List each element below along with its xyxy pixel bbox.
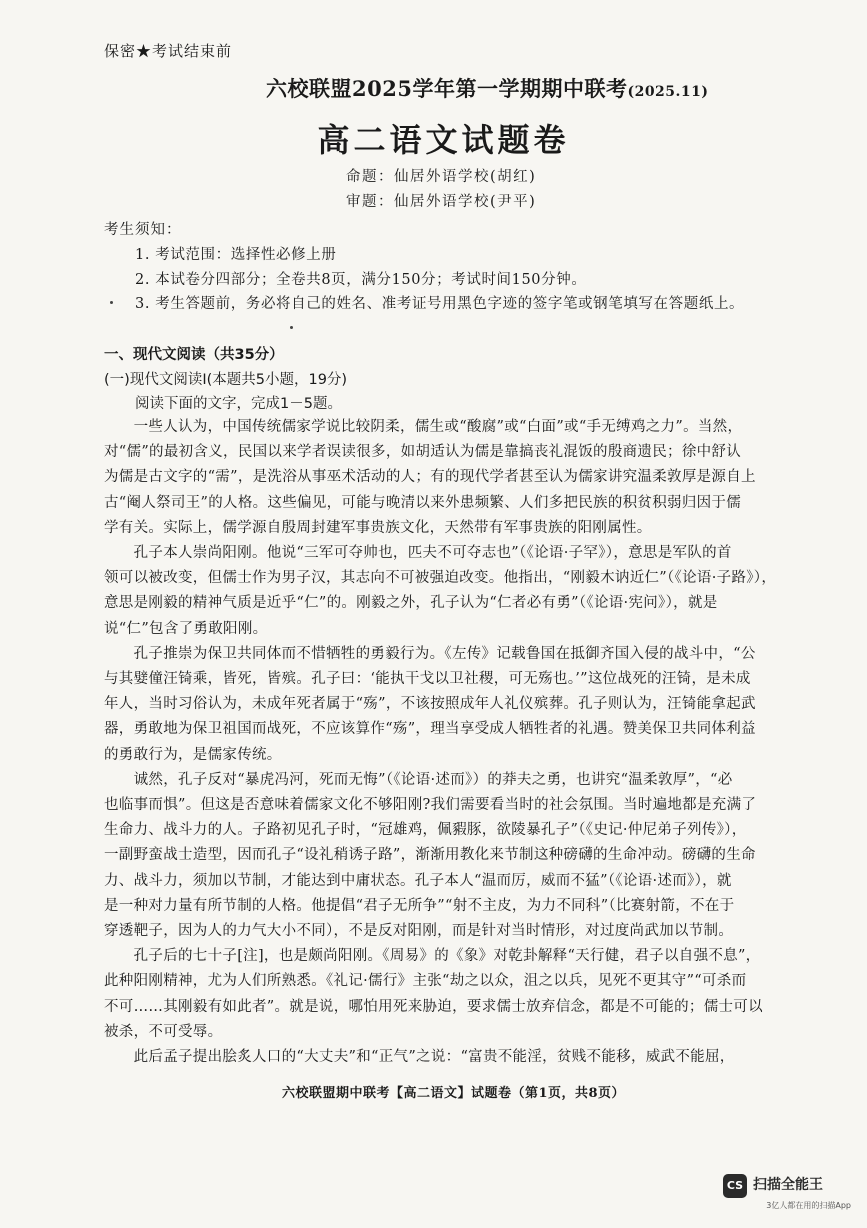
passage-line: 年人，当时习俗认为，未成年死者属于“殇”，不该按照成年人礼仪殡葬。孔子则认为，汪锜能拿起武 [104, 696, 756, 713]
notice-item: 2. 本试卷分四部分；全卷共8页，满分150分；考试时间150分钟。 [135, 272, 587, 288]
notice-heading: 考生须知： [104, 222, 182, 238]
scanner-logo-icon: CS [723, 1174, 747, 1198]
passage-line: 为儒是古文字的“需”，是洗浴从事巫术活动的人；有的现代学者甚至认为儒家讲究温柔敦厚是源自上 [104, 469, 756, 486]
notice-item: 1. 考试范围：选择性必修上册 [135, 247, 337, 263]
passage-line: 说“仁”包含了勇敢阳刚。 [104, 620, 268, 637]
confidential-label: 保密★考试结束前 [104, 42, 233, 60]
passage-line: 古“阉人祭司王”的人格。这些偏见，可能与晚清以来外患频繁、人们多把民族的积贫积弱归因于儒 [104, 494, 742, 511]
passage-line: 的勇敢行为，是儒家传统。 [104, 746, 282, 763]
scan-speck [110, 301, 113, 304]
passage-line: 诚然，孔子反对“暴虎冯河，死而无悔”（《论语·述而》）的莽夫之勇，也讲究“温柔敦厚”，“必 [104, 771, 733, 788]
passage-line: 力、战斗力，须加以节制，才能达到中庸状态。孔子本人“温而厉，威而不猛”（《论语·述而》），就 [104, 872, 732, 889]
exam-date: (2025.11) [627, 84, 709, 100]
passage-line: 与其嬖僮汪锜乘，皆死，皆殡。孔子曰：‘能执干戈以卫社稷，可无殇也。’”这位战死的汪锜，是未成 [104, 671, 751, 687]
passage-line: 意思是刚毅的精神气质是近乎“仁”的。刚毅之外，孔子认为“仁者必有勇”（《论语·宪问》），就是 [104, 595, 718, 612]
scan-speck [290, 326, 293, 329]
passage-line: 领可以被改变，但儒士作为男子汉，其志向不可被强迫改变。他指出，“刚毅木讷近仁”（《论语·子路》）， [104, 570, 777, 587]
passage-line: 器，勇敢地为保卫祖国而战死，不应该算作“殇”，理当享受成人牺牲者的礼遇。赞美保卫共同体利益 [104, 721, 756, 738]
passage-line: 对“儒”的最初含义，民国以来学者误读很多，如胡适认为儒是靠搞丧礼混饭的殷商遗民；徐中舒认 [104, 444, 742, 461]
scanner-watermark [723, 1172, 851, 1208]
scanner-tagline: 3亿人都在用的扫描App [766, 1201, 851, 1210]
passage-line: 被杀，不可受辱。 [104, 1023, 223, 1040]
passage-line: 一些人认为，中国传统儒家学说比较阴柔，儒生或“酸腐”或“白面”或“手无缚鸡之力”。当然， [104, 419, 743, 435]
passage-line: 孔子本人崇尚阳刚。他说“三军可夺帅也，匹夫不可夺志也”（《论语·子罕》），意思是军队的首 [104, 545, 732, 561]
passage-line: 此后孟子提出脍炙人口的“大丈夫”和“正气”之说：“富贵不能淫，贫贱不能移，威武不能屈， [104, 1049, 735, 1065]
author-credit: 命题：仙居外语学校(胡红) [346, 169, 537, 185]
passage-line: 也临事而惧”。但这是否意味着儒家文化不够阳刚?我们需要看当时的社会氛围。当时遍地都是充满了 [104, 797, 757, 813]
reviewer-credit: 审题：仙居外语学校(尹平) [346, 194, 537, 210]
passage-line: 孔子推崇为保卫共同体而不惜牺牲的勇毅行为。《左传》记载鲁国在抵御齐国入侵的战斗中，“公 [104, 645, 756, 662]
reading-instruction: 阅读下面的文字，完成1－5题。 [135, 396, 342, 412]
section-heading: 一、现代文阅读（共35分） [104, 347, 284, 363]
paper-title: 高二语文试题卷 [317, 121, 570, 159]
passage-line: 不可……其刚毅有如此者”。就是说，哪怕用死来胁迫，要求儒士放弃信念，都是不可能的；儒士可以 [104, 998, 763, 1015]
notice-item: 3. 考生答题前，务必将自己的姓名、准考证号用黑色字迹的签字笔或钢笔填写在答题纸上。 [135, 296, 745, 312]
exam-title [266, 73, 709, 103]
scanner-app-name: 扫描全能王 [753, 1177, 823, 1193]
passage-line: 此种阳刚精神，尤为人们所熟悉。《礼记·儒行》主张“劫之以众，沮之以兵，见死不更其守”“可杀而 [104, 973, 747, 990]
passage-line: 是一种对力量有所节制的人格。他提倡“君子无所争”“射不主皮，为力不同科”（比赛射箭，不在于 [104, 897, 735, 914]
passage-line: 孔子后的七十子[注]，也是颇尚阳刚。《周易》的《象》对乾卦解释“天行健，君子以自强不息”， [104, 948, 761, 965]
subsection-heading: (一)现代文阅读I(本题共5小题，19分) [104, 372, 348, 388]
passage-line: 一副野蛮战士造型，因而孔子“设礼稍诱子路”，渐渐用教化来节制这种磅礴的生命冲动。磅礴的生命 [104, 847, 756, 864]
exam-title-text: 六校联盟2025学年第一学期期中联考 [266, 76, 628, 101]
passage-line: 穿透靶子，因为人的力气大小不同），不是反对阳刚，而是针对当时情形，对过度尚武加以节制。 [104, 923, 734, 939]
page-footer: 六校联盟期中联考【高二语文】试题卷（第1页，共8页） [281, 1086, 626, 1101]
passage-line: 学有关。实际上，儒学源自殷周封建军事贵族文化，天然带有军事贵族的阳刚属性。 [104, 519, 652, 536]
passage-line: 生命力、战斗力的人。子路初见孔子时，“冠雄鸡，佩豭豚，欲陵暴孔子”（《史记·仲尼弟子列传》）， [104, 822, 747, 839]
